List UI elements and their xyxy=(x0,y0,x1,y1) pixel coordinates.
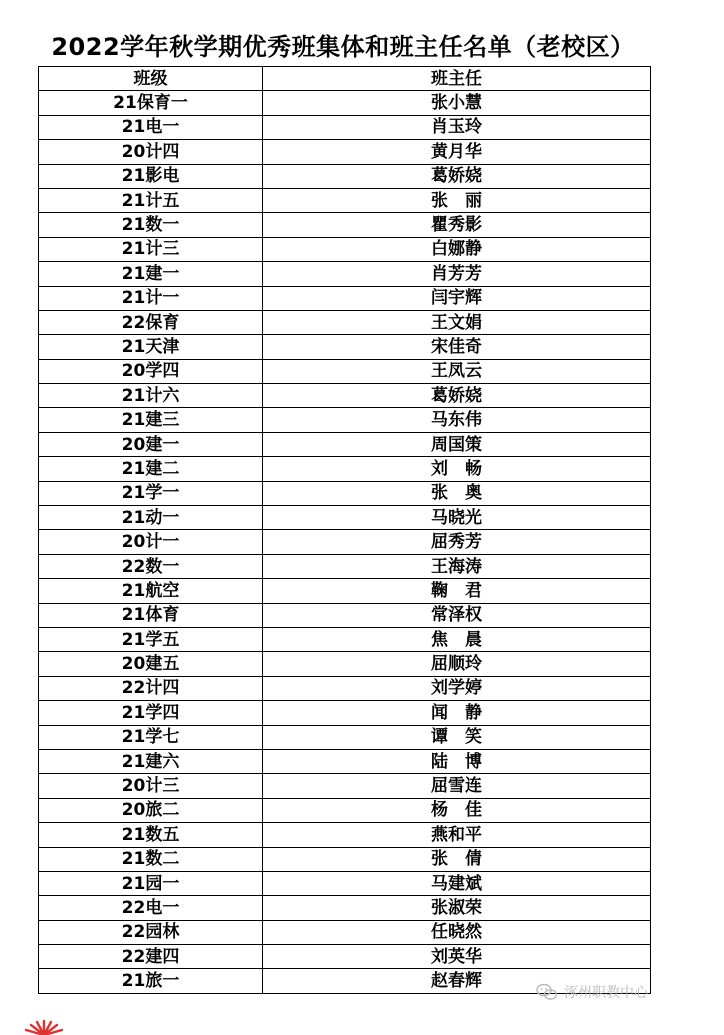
table-row xyxy=(39,286,651,310)
class-cell: 21计六 xyxy=(39,384,263,408)
table-header-row xyxy=(39,67,651,91)
teacher-cell: 张 倩 xyxy=(263,847,651,871)
class-cell: 21数二 xyxy=(39,847,263,871)
teacher-cell: 闻 静 xyxy=(263,701,651,725)
class-cell: 22计四 xyxy=(39,676,263,700)
table-row xyxy=(39,188,651,212)
class-cell: 20计一 xyxy=(39,530,263,554)
class-cell: 22园林 xyxy=(39,920,263,944)
table-row xyxy=(39,457,651,481)
teacher-cell: 谭 笑 xyxy=(263,725,651,749)
table-row xyxy=(39,335,651,359)
class-cell: 21天津 xyxy=(39,335,263,359)
table-row xyxy=(39,237,651,261)
table-row xyxy=(39,384,651,408)
class-cell: 21动一 xyxy=(39,506,263,530)
teacher-cell: 张 丽 xyxy=(263,188,651,212)
header-class: 班级 xyxy=(39,67,263,91)
table-row xyxy=(39,945,651,969)
class-cell: 21建三 xyxy=(39,408,263,432)
class-cell: 21园一 xyxy=(39,871,263,895)
table-row xyxy=(39,359,651,383)
roster-table xyxy=(38,66,651,994)
table-row xyxy=(39,115,651,139)
table-row xyxy=(39,798,651,822)
teacher-cell: 杨 佳 xyxy=(263,798,651,822)
table-row xyxy=(39,823,651,847)
class-cell: 20计三 xyxy=(39,774,263,798)
teacher-cell: 常泽权 xyxy=(263,603,651,627)
teacher-cell: 赵春辉 xyxy=(263,969,651,993)
teacher-cell: 陆 博 xyxy=(263,749,651,773)
teacher-cell: 张 奥 xyxy=(263,481,651,505)
class-cell: 22数一 xyxy=(39,554,263,578)
class-cell: 20建一 xyxy=(39,432,263,456)
teacher-cell: 马建斌 xyxy=(263,871,651,895)
teacher-cell: 闫宇辉 xyxy=(263,286,651,310)
table-row xyxy=(39,579,651,603)
class-cell: 20学四 xyxy=(39,359,263,383)
table-row xyxy=(39,408,651,432)
teacher-cell: 肖玉玲 xyxy=(263,115,651,139)
class-cell: 21计三 xyxy=(39,237,263,261)
table-row xyxy=(39,896,651,920)
teacher-cell: 刘英华 xyxy=(263,945,651,969)
class-cell: 22保育 xyxy=(39,310,263,334)
class-cell: 21数一 xyxy=(39,213,263,237)
table-row xyxy=(39,310,651,334)
class-cell: 20建五 xyxy=(39,652,263,676)
class-cell: 21航空 xyxy=(39,579,263,603)
teacher-cell: 白娜静 xyxy=(263,237,651,261)
table-row xyxy=(39,530,651,554)
class-cell: 21影电 xyxy=(39,164,263,188)
class-cell: 22建四 xyxy=(39,945,263,969)
teacher-cell: 马晓光 xyxy=(263,506,651,530)
class-cell: 20旅二 xyxy=(39,798,263,822)
teacher-cell: 王海涛 xyxy=(263,554,651,578)
class-cell: 21保育一 xyxy=(39,91,263,115)
table-row xyxy=(39,725,651,749)
table-row xyxy=(39,603,651,627)
watermark xyxy=(536,982,648,1002)
wechat-icon xyxy=(536,983,558,1001)
teacher-cell: 燕和平 xyxy=(263,823,651,847)
class-cell: 21计五 xyxy=(39,188,263,212)
table-row xyxy=(39,701,651,725)
teacher-cell: 葛娇娆 xyxy=(263,384,651,408)
teacher-cell: 瞿秀影 xyxy=(263,213,651,237)
class-cell: 21学七 xyxy=(39,725,263,749)
class-cell: 21学五 xyxy=(39,627,263,651)
table-row xyxy=(39,432,651,456)
watermark-text: 涿州职教中心 xyxy=(564,985,648,1001)
class-cell: 21建二 xyxy=(39,457,263,481)
teacher-cell: 屈雪连 xyxy=(263,774,651,798)
table-row xyxy=(39,262,651,286)
class-cell: 21学一 xyxy=(39,481,263,505)
class-cell: 21建六 xyxy=(39,749,263,773)
table-row xyxy=(39,652,651,676)
class-cell: 22电一 xyxy=(39,896,263,920)
table-row xyxy=(39,140,651,164)
teacher-cell: 张小慧 xyxy=(263,91,651,115)
header-teacher: 班主任 xyxy=(263,67,651,91)
teacher-cell: 葛娇娆 xyxy=(263,164,651,188)
teacher-cell: 马东伟 xyxy=(263,408,651,432)
class-cell: 20计四 xyxy=(39,140,263,164)
teacher-cell: 屈秀芳 xyxy=(263,530,651,554)
teacher-cell: 刘学婷 xyxy=(263,676,651,700)
table-row xyxy=(39,164,651,188)
class-cell: 21学四 xyxy=(39,701,263,725)
table-row xyxy=(39,554,651,578)
teacher-cell: 宋佳奇 xyxy=(263,335,651,359)
table-row xyxy=(39,676,651,700)
page-title: 2022学年秋学期优秀班集体和班主任名单（老校区） xyxy=(51,33,635,61)
table-row xyxy=(39,213,651,237)
table-row xyxy=(39,920,651,944)
table-row xyxy=(39,871,651,895)
class-cell: 21计一 xyxy=(39,286,263,310)
table-row xyxy=(39,627,651,651)
teacher-cell: 任晓然 xyxy=(263,920,651,944)
class-cell: 21旅一 xyxy=(39,969,263,993)
class-cell: 21数五 xyxy=(39,823,263,847)
teacher-cell: 鞠 君 xyxy=(263,579,651,603)
table-row xyxy=(39,774,651,798)
class-cell: 21体育 xyxy=(39,603,263,627)
class-cell: 21建一 xyxy=(39,262,263,286)
teacher-cell: 张淑荣 xyxy=(263,896,651,920)
teacher-cell: 黄月华 xyxy=(263,140,651,164)
teacher-cell: 王凤云 xyxy=(263,359,651,383)
table-row xyxy=(39,506,651,530)
teacher-cell: 王文娟 xyxy=(263,310,651,334)
red-burst-icon xyxy=(22,1018,66,1035)
class-cell: 21电一 xyxy=(39,115,263,139)
table-row xyxy=(39,847,651,871)
table-row xyxy=(39,91,651,115)
teacher-cell: 肖芳芳 xyxy=(263,262,651,286)
table-row xyxy=(39,481,651,505)
teacher-cell: 焦 晨 xyxy=(263,627,651,651)
roster-body xyxy=(39,91,651,993)
teacher-cell: 刘 畅 xyxy=(263,457,651,481)
table-row xyxy=(39,749,651,773)
teacher-cell: 周国策 xyxy=(263,432,651,456)
teacher-cell: 屈顺玲 xyxy=(263,652,651,676)
